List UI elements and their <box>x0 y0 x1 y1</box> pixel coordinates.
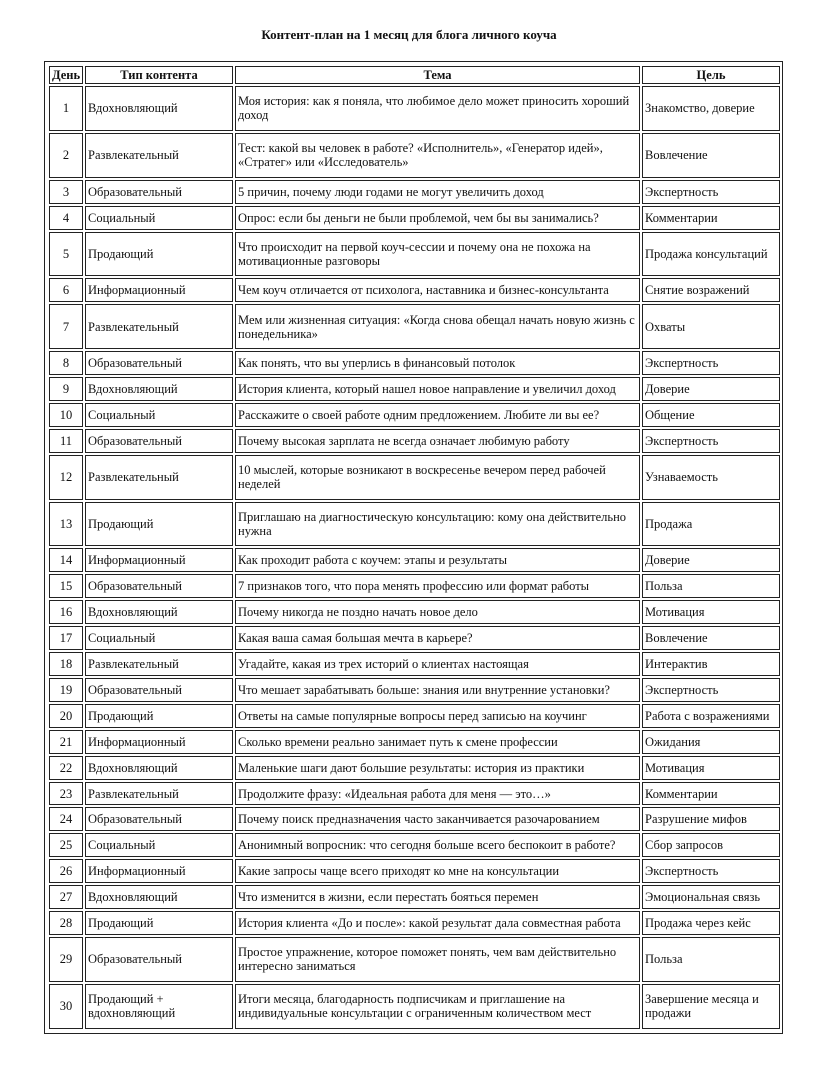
type-cell: Продающий + вдохновляющий <box>85 984 233 1029</box>
type-cell: Образовательный <box>85 180 233 204</box>
type-cell: Социальный <box>85 403 233 427</box>
day-cell: 13 <box>49 502 83 547</box>
content-plan-table <box>47 64 782 1031</box>
topic-cell: Какие запросы чаще всего приходят ко мне на консультации <box>235 859 640 883</box>
day-cell: 15 <box>49 574 83 598</box>
type-cell: Социальный <box>85 833 233 857</box>
day-cell: 10 <box>49 403 83 427</box>
type-cell: Продающий <box>85 704 233 728</box>
table-row <box>49 351 780 375</box>
topic-cell: Что мешает зарабатывать больше: знания или внутренние установки? <box>235 678 640 702</box>
topic-cell: История клиента «До и после»: какой результат дала совместная работа <box>235 911 640 935</box>
goal-cell: Вовлечение <box>642 133 780 178</box>
goal-cell: Завершение месяца и продажи <box>642 984 780 1029</box>
goal-cell: Доверие <box>642 377 780 401</box>
day-cell: 26 <box>49 859 83 883</box>
table-row <box>49 730 780 754</box>
goal-cell: Польза <box>642 574 780 598</box>
topic-cell: Как проходит работа с коучем: этапы и результаты <box>235 548 640 572</box>
topic-cell: Итоги месяца, благодарность подписчикам и приглашение на индивидуальные консультации с ограниченным количеством мест <box>235 984 640 1029</box>
day-cell: 29 <box>49 937 83 982</box>
day-cell: 21 <box>49 730 83 754</box>
type-cell: Продающий <box>85 502 233 547</box>
topic-cell: 7 признаков того, что пора менять профессию или формат работы <box>235 574 640 598</box>
goal-cell: Продажа <box>642 502 780 547</box>
table-row <box>49 652 780 676</box>
goal-cell: Интерактив <box>642 652 780 676</box>
day-cell: 27 <box>49 885 83 909</box>
day-cell: 11 <box>49 429 83 453</box>
goal-cell: Экспертность <box>642 678 780 702</box>
header-day: День <box>49 66 83 84</box>
topic-cell: Ответы на самые популярные вопросы перед записью на коучинг <box>235 704 640 728</box>
type-cell: Вдохновляющий <box>85 600 233 624</box>
type-cell: Образовательный <box>85 574 233 598</box>
goal-cell: Экспертность <box>642 859 780 883</box>
type-cell: Образовательный <box>85 429 233 453</box>
topic-cell: Приглашаю на диагностическую консультацию: кому она действительно нужна <box>235 502 640 547</box>
header-row <box>49 66 780 84</box>
type-cell: Развлекательный <box>85 455 233 500</box>
table-row <box>49 911 780 935</box>
goal-cell: Узнаваемость <box>642 455 780 500</box>
type-cell: Информационный <box>85 548 233 572</box>
topic-cell: Тест: какой вы человек в работе? «Исполнитель», «Генератор идей», «Стратег» или «Исследователь» <box>235 133 640 178</box>
topic-cell: 10 мыслей, которые возникают в воскресенье вечером перед рабочей неделей <box>235 455 640 500</box>
day-cell: 25 <box>49 833 83 857</box>
header-goal: Цель <box>642 66 780 84</box>
type-cell: Развлекательный <box>85 782 233 806</box>
type-cell: Информационный <box>85 730 233 754</box>
type-cell: Вдохновляющий <box>85 377 233 401</box>
day-cell: 6 <box>49 278 83 302</box>
day-cell: 18 <box>49 652 83 676</box>
goal-cell: Разрушение мифов <box>642 807 780 831</box>
goal-cell: Сбор запросов <box>642 833 780 857</box>
topic-cell: Почему поиск предназначения часто заканчивается разочарованием <box>235 807 640 831</box>
day-cell: 30 <box>49 984 83 1029</box>
day-cell: 4 <box>49 206 83 230</box>
topic-cell: 5 причин, почему люди годами не могут увеличить доход <box>235 180 640 204</box>
table-row <box>49 574 780 598</box>
day-cell: 12 <box>49 455 83 500</box>
topic-cell: Как понять, что вы уперлись в финансовый потолок <box>235 351 640 375</box>
table-row <box>49 704 780 728</box>
table-row <box>49 377 780 401</box>
topic-cell: Моя история: как я поняла, что любимое дело может приносить хороший доход <box>235 86 640 131</box>
type-cell: Образовательный <box>85 351 233 375</box>
table-row <box>49 548 780 572</box>
day-cell: 16 <box>49 600 83 624</box>
topic-cell: Сколько времени реально занимает путь к смене профессии <box>235 730 640 754</box>
day-cell: 1 <box>49 86 83 131</box>
table-row <box>49 937 780 982</box>
table-row <box>49 304 780 349</box>
day-cell: 9 <box>49 377 83 401</box>
goal-cell: Продажа консультаций <box>642 232 780 277</box>
topic-cell: История клиента, который нашел новое направление и увеличил доход <box>235 377 640 401</box>
topic-cell: Расскажите о своей работе одним предложением. Любите ли вы ее? <box>235 403 640 427</box>
topic-cell: Почему высокая зарплата не всегда означает любимую работу <box>235 429 640 453</box>
type-cell: Вдохновляющий <box>85 756 233 780</box>
day-cell: 22 <box>49 756 83 780</box>
goal-cell: Знакомство, доверие <box>642 86 780 131</box>
type-cell: Образовательный <box>85 678 233 702</box>
goal-cell: Работа с возражениями <box>642 704 780 728</box>
day-cell: 24 <box>49 807 83 831</box>
day-cell: 20 <box>49 704 83 728</box>
goal-cell: Эмоциональная связь <box>642 885 780 909</box>
type-cell: Социальный <box>85 206 233 230</box>
table-row <box>49 429 780 453</box>
type-cell: Продающий <box>85 911 233 935</box>
day-cell: 14 <box>49 548 83 572</box>
table-row <box>49 600 780 624</box>
day-cell: 17 <box>49 626 83 650</box>
goal-cell: Экспертность <box>642 180 780 204</box>
topic-cell: Продолжите фразу: «Идеальная работа для меня — это…» <box>235 782 640 806</box>
page-title: Контент-план на 1 месяц для блога личного коуча <box>261 27 557 42</box>
day-cell: 3 <box>49 180 83 204</box>
type-cell: Информационный <box>85 278 233 302</box>
type-cell: Информационный <box>85 859 233 883</box>
goal-cell: Польза <box>642 937 780 982</box>
type-cell: Продающий <box>85 232 233 277</box>
topic-cell: Чем коуч отличается от психолога, наставника и бизнес-консультанта <box>235 278 640 302</box>
topic-cell: Опрос: если бы деньги не были проблемой, чем бы вы занимались? <box>235 206 640 230</box>
type-cell: Развлекательный <box>85 133 233 178</box>
table-row <box>49 626 780 650</box>
table-row <box>49 859 780 883</box>
table-row <box>49 403 780 427</box>
type-cell: Вдохновляющий <box>85 86 233 131</box>
day-cell: 23 <box>49 782 83 806</box>
table-row <box>49 984 780 1029</box>
goal-cell: Мотивация <box>642 756 780 780</box>
type-cell: Образовательный <box>85 807 233 831</box>
table-row <box>49 278 780 302</box>
header-type: Тип контента <box>85 66 233 84</box>
topic-cell: Мем или жизненная ситуация: «Когда снова обещал начать новую жизнь с понедельника» <box>235 304 640 349</box>
goal-cell: Охваты <box>642 304 780 349</box>
day-cell: 7 <box>49 304 83 349</box>
header-topic: Тема <box>235 66 640 84</box>
topic-cell: Угадайте, какая из трех историй о клиентах настоящая <box>235 652 640 676</box>
goal-cell: Комментарии <box>642 206 780 230</box>
day-cell: 19 <box>49 678 83 702</box>
type-cell: Социальный <box>85 626 233 650</box>
topic-cell: Почему никогда не поздно начать новое дело <box>235 600 640 624</box>
topic-cell: Маленькие шаги дают большие результаты: история из практики <box>235 756 640 780</box>
table-row <box>49 782 780 806</box>
table-body <box>49 86 780 1029</box>
table-row <box>49 455 780 500</box>
table-row <box>49 86 780 131</box>
topic-cell: Какая ваша самая большая мечта в карьере? <box>235 626 640 650</box>
goal-cell: Экспертность <box>642 351 780 375</box>
type-cell: Вдохновляющий <box>85 885 233 909</box>
goal-cell: Комментарии <box>642 782 780 806</box>
type-cell: Образовательный <box>85 937 233 982</box>
goal-cell: Снятие возражений <box>642 278 780 302</box>
goal-cell: Продажа через кейс <box>642 911 780 935</box>
table-row <box>49 232 780 277</box>
table-row <box>49 833 780 857</box>
goal-cell: Экспертность <box>642 429 780 453</box>
day-cell: 5 <box>49 232 83 277</box>
goal-cell: Ожидания <box>642 730 780 754</box>
type-cell: Развлекательный <box>85 304 233 349</box>
type-cell: Развлекательный <box>85 652 233 676</box>
topic-cell: Простое упражнение, которое поможет понять, чем вам действительно интересно заниматься <box>235 937 640 982</box>
table-row <box>49 133 780 178</box>
table-row <box>49 756 780 780</box>
table-row <box>49 807 780 831</box>
goal-cell: Мотивация <box>642 600 780 624</box>
table-row <box>49 502 780 547</box>
day-cell: 8 <box>49 351 83 375</box>
table-row <box>49 206 780 230</box>
goal-cell: Общение <box>642 403 780 427</box>
day-cell: 28 <box>49 911 83 935</box>
topic-cell: Анонимный вопросник: что сегодня больше всего беспокоит в работе? <box>235 833 640 857</box>
goal-cell: Вовлечение <box>642 626 780 650</box>
topic-cell: Что изменится в жизни, если перестать бояться перемен <box>235 885 640 909</box>
day-cell: 2 <box>49 133 83 178</box>
topic-cell: Что происходит на первой коуч-сессии и почему она не похожа на мотивационные разговоры <box>235 232 640 277</box>
table-row <box>49 885 780 909</box>
table-row <box>49 180 780 204</box>
table-row <box>49 678 780 702</box>
goal-cell: Доверие <box>642 548 780 572</box>
